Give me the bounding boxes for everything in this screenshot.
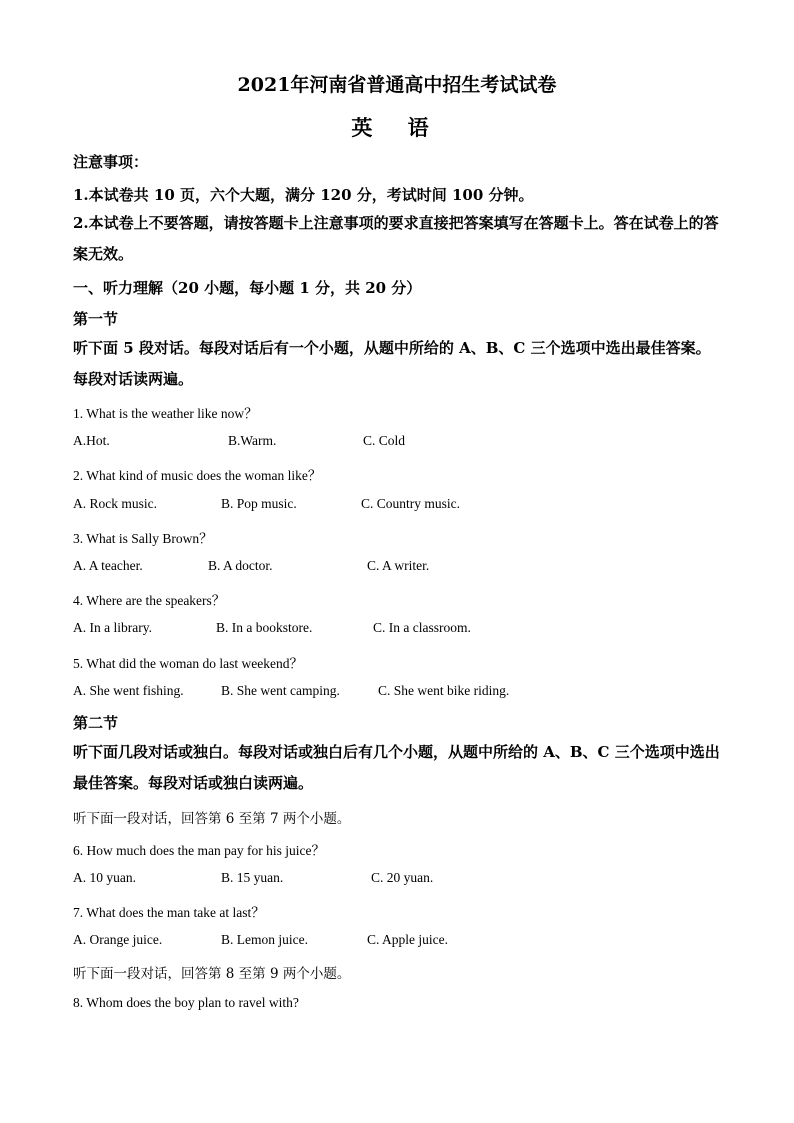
q5-option-a: A. She went fishing. — [73, 683, 184, 698]
q2-option-b: B. Pop music. — [221, 496, 297, 511]
section1-heading: 第一节 — [73, 310, 119, 328]
q4-option-b: B. In a bookstore. — [216, 620, 313, 635]
q5-option-c: C. She went bike riding. — [378, 683, 510, 698]
q6-option-b: B. 15 yuan. — [221, 870, 284, 885]
question-4: 4. Where are the speakers？ — [73, 593, 226, 608]
notice-item-2: 2.本试卷上不要答题，请按答题卡上注意事项的要求直接把答案填写在答题卡上。答在试卷上的答案无效。 — [73, 214, 719, 263]
question-8: 8. Whom does the boy plan to ravel with? — [73, 995, 299, 1010]
dialogue-1-intro: 听下面一段对话，回答第 6 至第 7 两个小题。 — [73, 811, 351, 827]
q3-option-a: A. A teacher. — [73, 558, 143, 573]
q5-option-b: B. She went camping. — [221, 683, 340, 698]
q1-option-b: B.Warm. — [228, 433, 277, 448]
question-6: 6. How much does the man pay for his juice？ — [73, 843, 325, 858]
section2-instruction: 听下面几段对话或独白。每段对话或独白后有几个小题，从题中所给的 A、B、C 三个选项中选出最佳答案。每段对话或独白读两遍。 — [73, 743, 720, 792]
q7-option-b: B. Lemon juice. — [221, 932, 308, 947]
q7-option-c: C. Apple juice. — [367, 932, 448, 947]
q1-option-c: C. Cold — [363, 433, 406, 448]
notice-item-1: 1.本试卷共 10 页，六个大题，满分 120 分，考试时间 100 分钟。 — [73, 186, 534, 204]
q4-option-c: C. In a classroom. — [373, 620, 471, 635]
part1-heading: 一、听力理解（20 小题，每小题 1 分，共 20 分） — [73, 279, 422, 297]
exam-title: 2021年河南省普通高中招生考试试卷 — [237, 74, 557, 96]
dialogue-2-intro: 听下面一段对话，回答第 8 至第 9 两个小题。 — [73, 966, 351, 982]
section1-instruction: 听下面 5 段对话。每段对话后有一个小题，从题中所给的 A、B、C 三个选项中选出最佳答案。每段对话读两遍。 — [73, 339, 711, 388]
question-1: 1. What is the weather like now？ — [73, 406, 258, 421]
q4-option-a: A. In a library. — [73, 620, 152, 635]
question-2: 2. What kind of music does the woman like？ — [73, 468, 322, 483]
question-7: 7. What does the man take at last？ — [73, 905, 265, 920]
q6-option-a: A. 10 yuan. — [73, 870, 136, 885]
question-5: 5. What did the woman do last weekend？ — [73, 656, 303, 671]
notice-heading: 注意事项： — [73, 153, 149, 171]
subject-title: 英 语 — [351, 115, 443, 140]
q2-option-a: A. Rock music. — [73, 496, 157, 511]
q3-option-b: B. A doctor. — [208, 558, 273, 573]
q7-option-a: A. Orange juice. — [73, 932, 163, 947]
section2-heading: 第二节 — [73, 714, 119, 732]
q3-option-c: C. A writer. — [367, 558, 430, 573]
q6-option-c: C. 20 yuan. — [371, 870, 434, 885]
q1-option-a: A.Hot. — [73, 433, 110, 448]
question-3: 3. What is Sally Brown？ — [73, 531, 213, 546]
q2-option-c: C. Country music. — [361, 496, 461, 511]
